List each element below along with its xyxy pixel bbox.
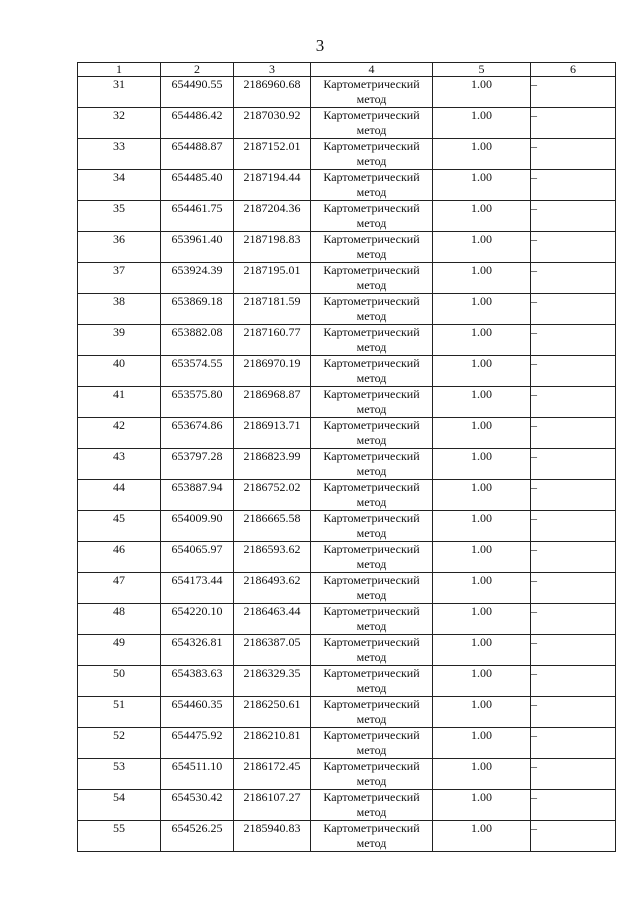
- method-cell: Картометрический метод: [311, 387, 433, 418]
- point-number-cell: 52: [78, 728, 161, 759]
- table-row: [78, 170, 616, 201]
- y-coordinate-cell: 2186913.71: [234, 418, 311, 449]
- method-cell: Картометрический метод: [311, 201, 433, 232]
- table-row: [78, 139, 616, 170]
- accuracy-cell: 1.00: [433, 139, 531, 170]
- table-row: [78, 449, 616, 480]
- note-cell: –: [531, 170, 616, 201]
- note-cell: –: [531, 232, 616, 263]
- point-number-cell: 32: [78, 108, 161, 139]
- accuracy-cell: 1.00: [433, 325, 531, 356]
- y-coordinate-cell: 2186387.05: [234, 635, 311, 666]
- accuracy-cell: 1.00: [433, 449, 531, 480]
- method-cell: Картометрический метод: [311, 294, 433, 325]
- method-cell: Картометрический метод: [311, 108, 433, 139]
- accuracy-cell: 1.00: [433, 511, 531, 542]
- note-cell: –: [531, 356, 616, 387]
- point-number-cell: 50: [78, 666, 161, 697]
- x-coordinate-cell: 654065.97: [161, 542, 234, 573]
- y-coordinate-cell: 2187204.36: [234, 201, 311, 232]
- accuracy-cell: 1.00: [433, 232, 531, 263]
- point-number-cell: 43: [78, 449, 161, 480]
- method-cell: Картометрический метод: [311, 573, 433, 604]
- table-row: [78, 573, 616, 604]
- accuracy-cell: 1.00: [433, 418, 531, 449]
- y-coordinate-cell: 2187160.77: [234, 325, 311, 356]
- note-cell: –: [531, 573, 616, 604]
- table-row: [78, 790, 616, 821]
- table-row: [78, 511, 616, 542]
- point-number-cell: 44: [78, 480, 161, 511]
- note-cell: –: [531, 418, 616, 449]
- y-coordinate-cell: 2186823.99: [234, 449, 311, 480]
- method-cell: Картометрический метод: [311, 139, 433, 170]
- method-cell: Картометрический метод: [311, 77, 433, 108]
- x-coordinate-cell: 654383.63: [161, 666, 234, 697]
- page-number: 3: [315, 36, 325, 55]
- column-header: 5: [433, 63, 531, 77]
- x-coordinate-cell: 654511.10: [161, 759, 234, 790]
- point-number-cell: 49: [78, 635, 161, 666]
- note-cell: –: [531, 604, 616, 635]
- column-header: 1: [78, 63, 161, 77]
- method-cell: Картометрический метод: [311, 604, 433, 635]
- y-coordinate-cell: 2186493.62: [234, 573, 311, 604]
- table-row: [78, 697, 616, 728]
- table-row: [78, 480, 616, 511]
- x-coordinate-cell: 653924.39: [161, 263, 234, 294]
- method-cell: Картометрический метод: [311, 635, 433, 666]
- y-coordinate-cell: 2186593.62: [234, 542, 311, 573]
- point-number-cell: 33: [78, 139, 161, 170]
- table-row: [78, 263, 616, 294]
- note-cell: –: [531, 108, 616, 139]
- note-cell: –: [531, 759, 616, 790]
- note-cell: –: [531, 77, 616, 108]
- y-coordinate-cell: 2186250.61: [234, 697, 311, 728]
- accuracy-cell: 1.00: [433, 294, 531, 325]
- column-header: 3: [234, 63, 311, 77]
- y-coordinate-cell: 2186970.19: [234, 356, 311, 387]
- column-header: 4: [311, 63, 433, 77]
- y-coordinate-cell: 2187194.44: [234, 170, 311, 201]
- accuracy-cell: 1.00: [433, 759, 531, 790]
- point-number-cell: 53: [78, 759, 161, 790]
- point-number-cell: 34: [78, 170, 161, 201]
- note-cell: –: [531, 263, 616, 294]
- method-cell: Картометрический метод: [311, 728, 433, 759]
- note-cell: –: [531, 139, 616, 170]
- table-row: [78, 604, 616, 635]
- method-cell: Картометрический метод: [311, 666, 433, 697]
- note-cell: –: [531, 790, 616, 821]
- note-cell: –: [531, 821, 616, 852]
- point-number-cell: 46: [78, 542, 161, 573]
- y-coordinate-cell: 2186329.35: [234, 666, 311, 697]
- accuracy-cell: 1.00: [433, 697, 531, 728]
- point-number-cell: 36: [78, 232, 161, 263]
- y-coordinate-cell: 2186752.02: [234, 480, 311, 511]
- x-coordinate-cell: 653797.28: [161, 449, 234, 480]
- y-coordinate-cell: 2186960.68: [234, 77, 311, 108]
- table-row: [78, 821, 616, 852]
- accuracy-cell: 1.00: [433, 77, 531, 108]
- note-cell: –: [531, 697, 616, 728]
- accuracy-cell: 1.00: [433, 573, 531, 604]
- point-number-cell: 51: [78, 697, 161, 728]
- method-cell: Картометрический метод: [311, 263, 433, 294]
- point-number-cell: 41: [78, 387, 161, 418]
- y-coordinate-cell: 2186968.87: [234, 387, 311, 418]
- x-coordinate-cell: 654475.92: [161, 728, 234, 759]
- note-cell: –: [531, 511, 616, 542]
- x-coordinate-cell: 654009.90: [161, 511, 234, 542]
- point-number-cell: 38: [78, 294, 161, 325]
- y-coordinate-cell: 2187030.92: [234, 108, 311, 139]
- coordinates-table: [77, 62, 616, 852]
- note-cell: –: [531, 387, 616, 418]
- table-body: [78, 77, 616, 852]
- x-coordinate-cell: 653574.55: [161, 356, 234, 387]
- point-number-cell: 39: [78, 325, 161, 356]
- x-coordinate-cell: 654485.40: [161, 170, 234, 201]
- point-number-cell: 31: [78, 77, 161, 108]
- note-cell: –: [531, 294, 616, 325]
- method-cell: Картометрический метод: [311, 511, 433, 542]
- table-row: [78, 108, 616, 139]
- method-cell: Картометрический метод: [311, 418, 433, 449]
- x-coordinate-cell: 654173.44: [161, 573, 234, 604]
- y-coordinate-cell: 2186172.45: [234, 759, 311, 790]
- table-row: [78, 728, 616, 759]
- x-coordinate-cell: 654490.55: [161, 77, 234, 108]
- note-cell: –: [531, 542, 616, 573]
- x-coordinate-cell: 654488.87: [161, 139, 234, 170]
- accuracy-cell: 1.00: [433, 356, 531, 387]
- accuracy-cell: 1.00: [433, 201, 531, 232]
- note-cell: –: [531, 728, 616, 759]
- method-cell: Картометрический метод: [311, 449, 433, 480]
- note-cell: –: [531, 325, 616, 356]
- note-cell: –: [531, 449, 616, 480]
- accuracy-cell: 1.00: [433, 728, 531, 759]
- method-cell: Картометрический метод: [311, 821, 433, 852]
- table-row: [78, 325, 616, 356]
- accuracy-cell: 1.00: [433, 387, 531, 418]
- x-coordinate-cell: 654461.75: [161, 201, 234, 232]
- y-coordinate-cell: 2186665.58: [234, 511, 311, 542]
- method-cell: Картометрический метод: [311, 170, 433, 201]
- y-coordinate-cell: 2185940.83: [234, 821, 311, 852]
- method-cell: Картометрический метод: [311, 759, 433, 790]
- point-number-cell: 40: [78, 356, 161, 387]
- accuracy-cell: 1.00: [433, 542, 531, 573]
- x-coordinate-cell: 653961.40: [161, 232, 234, 263]
- x-coordinate-cell: 653869.18: [161, 294, 234, 325]
- x-coordinate-cell: 653887.94: [161, 480, 234, 511]
- table-row: [78, 635, 616, 666]
- accuracy-cell: 1.00: [433, 821, 531, 852]
- accuracy-cell: 1.00: [433, 666, 531, 697]
- table-row: [78, 356, 616, 387]
- point-number-cell: 42: [78, 418, 161, 449]
- accuracy-cell: 1.00: [433, 635, 531, 666]
- table-row: [78, 418, 616, 449]
- accuracy-cell: 1.00: [433, 790, 531, 821]
- table-row: [78, 387, 616, 418]
- table-row: [78, 232, 616, 263]
- point-number-cell: 45: [78, 511, 161, 542]
- y-coordinate-cell: 2187195.01: [234, 263, 311, 294]
- x-coordinate-cell: 653674.86: [161, 418, 234, 449]
- x-coordinate-cell: 654530.42: [161, 790, 234, 821]
- x-coordinate-cell: 653882.08: [161, 325, 234, 356]
- y-coordinate-cell: 2187152.01: [234, 139, 311, 170]
- note-cell: –: [531, 201, 616, 232]
- point-number-cell: 48: [78, 604, 161, 635]
- x-coordinate-cell: 653575.80: [161, 387, 234, 418]
- method-cell: Картометрический метод: [311, 790, 433, 821]
- y-coordinate-cell: 2187181.59: [234, 294, 311, 325]
- accuracy-cell: 1.00: [433, 604, 531, 635]
- method-cell: Картометрический метод: [311, 325, 433, 356]
- x-coordinate-cell: 654486.42: [161, 108, 234, 139]
- method-cell: Картометрический метод: [311, 356, 433, 387]
- table-row: [78, 77, 616, 108]
- table-row: [78, 201, 616, 232]
- point-number-cell: 37: [78, 263, 161, 294]
- x-coordinate-cell: 654526.25: [161, 821, 234, 852]
- note-cell: –: [531, 635, 616, 666]
- column-header: 6: [531, 63, 616, 77]
- y-coordinate-cell: 2187198.83: [234, 232, 311, 263]
- method-cell: Картометрический метод: [311, 480, 433, 511]
- accuracy-cell: 1.00: [433, 170, 531, 201]
- table-row: [78, 542, 616, 573]
- accuracy-cell: 1.00: [433, 108, 531, 139]
- y-coordinate-cell: 2186107.27: [234, 790, 311, 821]
- note-cell: –: [531, 480, 616, 511]
- method-cell: Картометрический метод: [311, 697, 433, 728]
- x-coordinate-cell: 654460.35: [161, 697, 234, 728]
- table-row: [78, 294, 616, 325]
- note-cell: –: [531, 666, 616, 697]
- table-row: [78, 759, 616, 790]
- table-header-row: [78, 63, 616, 77]
- table-row: [78, 666, 616, 697]
- y-coordinate-cell: 2186463.44: [234, 604, 311, 635]
- point-number-cell: 55: [78, 821, 161, 852]
- x-coordinate-cell: 654326.81: [161, 635, 234, 666]
- method-cell: Картометрический метод: [311, 542, 433, 573]
- method-cell: Картометрический метод: [311, 232, 433, 263]
- x-coordinate-cell: 654220.10: [161, 604, 234, 635]
- y-coordinate-cell: 2186210.81: [234, 728, 311, 759]
- point-number-cell: 35: [78, 201, 161, 232]
- point-number-cell: 47: [78, 573, 161, 604]
- accuracy-cell: 1.00: [433, 480, 531, 511]
- accuracy-cell: 1.00: [433, 263, 531, 294]
- column-header: 2: [161, 63, 234, 77]
- point-number-cell: 54: [78, 790, 161, 821]
